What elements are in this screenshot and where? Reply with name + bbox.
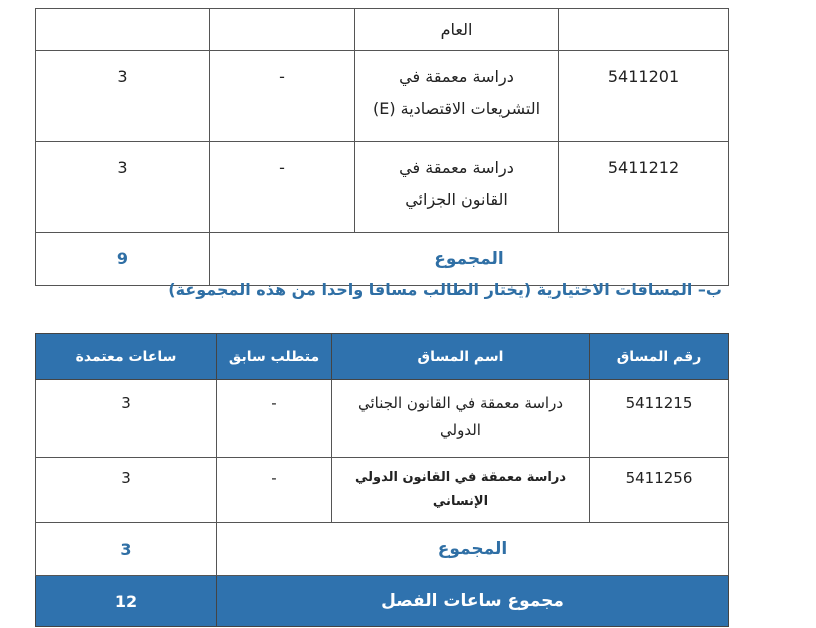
total-label: المجموع [217, 523, 729, 576]
course-name-line: الإنساني [432, 494, 489, 509]
total-row [36, 523, 729, 576]
total-value: 3 [36, 523, 217, 576]
course-name-cell: العام [355, 9, 559, 51]
header-prerequisite: متطلب سابق [217, 334, 332, 380]
course-name-line: دراسة معمقة في [399, 67, 514, 86]
course-name-line: دراسة معمقة في القانون الجنائي [357, 394, 564, 412]
table-row [36, 142, 729, 233]
total-row [36, 233, 729, 286]
course-code-cell: 5411212 [559, 142, 729, 233]
course-name-cell [355, 51, 559, 142]
course-name-line: الدولي [440, 421, 481, 439]
course-name-line: دراسة معمقة في [399, 158, 514, 177]
course-code-cell [559, 9, 729, 51]
course-name-cell [355, 142, 559, 233]
semester-total-value: 12 [36, 576, 217, 627]
total-label: المجموع [210, 233, 729, 286]
course-name-cell [332, 458, 590, 523]
credit-hours-cell: 3 [36, 380, 217, 458]
section-heading: ب– المساقات الاختيارية (يختار الطالب مساقا واحدا من هذه المجموعة) [168, 280, 722, 299]
course-code-cell: 5411201 [559, 51, 729, 142]
compulsory-courses-table [35, 8, 729, 286]
table-row [36, 9, 729, 51]
credit-hours-cell: 3 [36, 142, 210, 233]
prerequisite-cell [210, 9, 355, 51]
table-row [36, 458, 729, 523]
header-course-code: رقم المساق [590, 334, 729, 380]
prerequisite-cell: - [217, 380, 332, 458]
course-code-cell: 5411256 [590, 458, 729, 523]
semester-total-label: مجموع ساعات الفصل [217, 576, 729, 627]
course-name-cell [332, 380, 590, 458]
course-name-line: التشريعات الاقتصادية (E) [372, 99, 541, 118]
credit-hours-cell: 3 [36, 51, 210, 142]
table-header-row [36, 334, 729, 380]
semester-total-row [36, 576, 729, 627]
table-row [36, 380, 729, 458]
total-value: 9 [36, 233, 210, 286]
table-row [36, 51, 729, 142]
elective-courses-table [35, 333, 729, 627]
header-course-name: اسم المساق [332, 334, 590, 380]
prerequisite-cell: - [210, 51, 355, 142]
course-code-cell: 5411215 [590, 380, 729, 458]
credit-hours-cell: 3 [36, 458, 217, 523]
prerequisite-cell: - [217, 458, 332, 523]
prerequisite-cell: - [210, 142, 355, 233]
course-name-line: دراسة معمقة في القانون الدولي [354, 470, 567, 485]
course-name-line: القانون الجزائي [405, 190, 508, 209]
credit-hours-cell [36, 9, 210, 51]
header-credit-hours: ساعات معتمدة [36, 334, 217, 380]
